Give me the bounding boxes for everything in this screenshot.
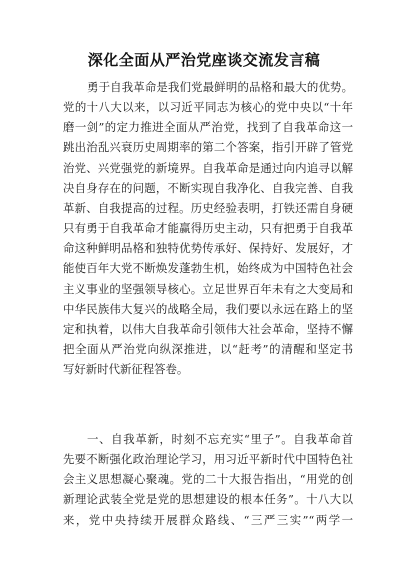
text-line: 定和执着，以伟大自我革命引领伟大社会革命，坚持不懈 [63, 321, 353, 336]
document-title: 深化全面从严治党座谈交流发言稿 [87, 51, 321, 69]
text-line: 把全面从严治党向纵深推进，以“赶考”的清醒和坚定书 [63, 342, 353, 357]
text-line: 革新、自我提高的过程。历史经验表明，打铁还需自身硬 [63, 200, 353, 215]
text-line: 治党、兴党强党的新境界。自我革命是通过向内追寻以解 [63, 160, 353, 175]
text-line: 能使百年大党不断焕发蓬勃生机，始终成为中国特色社会 [63, 261, 353, 276]
text-line: 主义事业的坚强领导核心。立足世界百年未有之大变局和 [63, 281, 353, 296]
text-line: 只有勇于自我革命才能赢得历史主动，只有把勇于自我革 [63, 221, 353, 236]
paragraph-section-one [63, 429, 353, 530]
text-line: 决自身存在的问题，不断实现自我净化、自我完善、自我 [63, 180, 353, 195]
text-line: 勇于自我革命是我们党最鲜明的品格和最大的优势。 [87, 80, 353, 94]
text-line: 磨一剑”的定力推进全面从严治党，找到了自我革命这一 [63, 120, 353, 135]
text-line: 先要不断强化政治理论学习，用习近平新时代中国特色社 [63, 452, 353, 467]
text-line: 中华民族伟大复兴的战略全局，我们要以永远在路上的坚 [63, 301, 353, 316]
text-line: 跳出治乱兴衰历史周期率的第二个答案，指引开辟了管党 [63, 140, 353, 155]
text-line: 命这种鲜明品格和独特优势传承好、保持好、发展好，才 [63, 241, 353, 256]
text-line: 来，党中央持续开展群众路线、“三严三实”“两学一 [63, 512, 353, 527]
text-line: 党的十八大以来，以习近平同志为核心的党中央以“十年 [63, 100, 353, 115]
text-line: 写好新时代新征程答卷。 [63, 362, 189, 377]
text-line: 一、自我革新，时刻不忘充实“里子”。自我革命首 [87, 432, 353, 446]
text-line: 会主义思想凝心聚魂。党的二十大报告指出，“用党的创 [63, 472, 353, 487]
text-line: 新理论武装全党是党的思想建设的根本任务”。十八大以 [63, 492, 353, 507]
paragraph-intro [63, 77, 353, 379]
